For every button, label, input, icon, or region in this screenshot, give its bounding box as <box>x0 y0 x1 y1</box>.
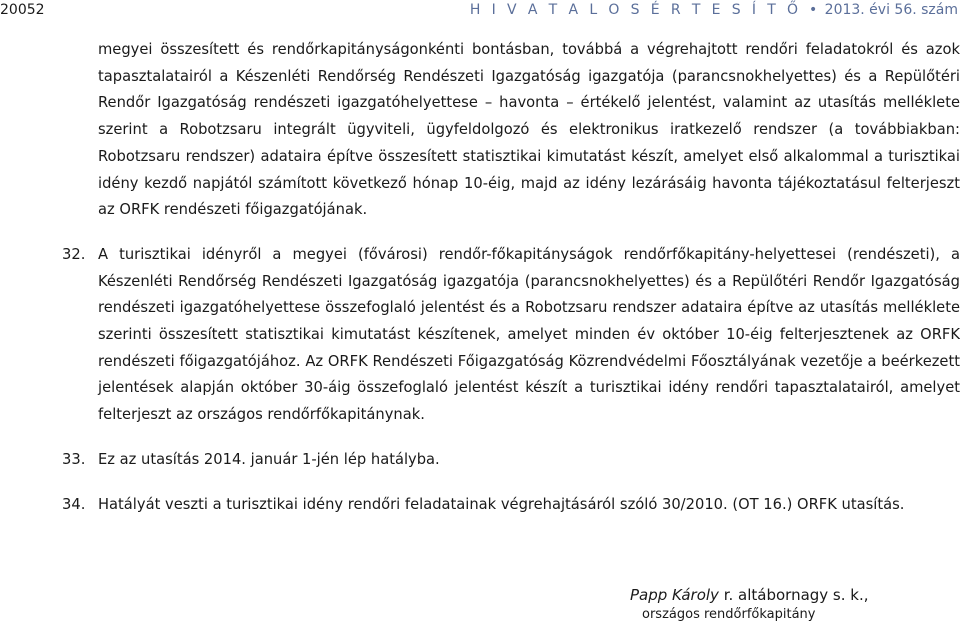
bullet-separator: • <box>808 2 818 18</box>
page-number: 20052 <box>0 2 45 18</box>
section-text: A turisztikai idényről a megyei (fővárosi) rendőr-főkapitányságok rendőrfőkapitány-helyettesei (rendészeti), a Készenléti Rendőrség Rendészeti Igazgatóság igazgatója (parancsnokhelyettes) és a Repülőtéri Rendőr Igazgatóság rendészeti igazgatóhelyettese összefoglaló jelentést és a Robotzsaru rendszer adataira építve az utasítás melléklete szerinti összesített statisztikai kimutatást készítenek, amelyet minden év október 10-éig felterjesztenek az ORFK rendészeti főigazgatójához. Az ORFK Rendészeti Főigazgatóság Közrendvédelmi Főosztályának vezetője a beérkezett jelentések alapján október 30-áig összefoglaló jelentést készít a turisztikai idény rendőri tapasztalatairól, amelyet felterjeszt az országos rendőrfőkapitánynak. <box>98 245 960 424</box>
section-number: 32. <box>62 245 86 263</box>
section-text: Ez az utasítás 2014. január 1-jén lép hatályba. <box>98 450 440 468</box>
journal-title <box>470 0 958 20</box>
page-header <box>0 0 960 20</box>
section-number: 34. <box>62 495 86 513</box>
section-item <box>62 447 960 474</box>
document-body <box>62 37 960 518</box>
signatory-rank: r. altábornagy s. k., <box>718 586 869 604</box>
section-text: Hatályát veszti a turisztikai idény rendőri feladatainak végrehajtásáról szóló 30/2010. (OT 16.) ORFK utasítás. <box>98 495 905 513</box>
section-item <box>62 242 960 429</box>
journal-name: H I V A T A L O S É R T E S Í T Ő <box>469 2 802 18</box>
section-number: 33. <box>62 450 86 468</box>
signatory-title: országos rendőrfőkapitány <box>642 607 816 622</box>
signature-line <box>630 584 960 606</box>
section-item <box>62 492 960 519</box>
signature-block <box>630 584 960 624</box>
signatory-name: Papp Károly <box>630 586 719 604</box>
intro-paragraph: megyei összesített és rendőrkapitányságonkénti bontásban, továbbá a végrehajtott rendőri feladatokról és azok tapasztalatairól a Készenléti Rendőrség Rendészeti Igazgatóság igazgatója (parancsnokhelyettes) és a Repülőtéri Rendőr Igazgatóság rendészeti igazgatóhelyettese – havonta – értékelő jelentést, valamint az utasítás melléklete szerint a Robotzsaru integrált ügyviteli, ügyfeldolgozó és elektronikus iratkezelő rendszer (a továbbiakban: Robotzsaru rendszer) adataira építve összesített statisztikai kimutatást készít, amelyet első alkalommal a turisztikai idény kezdő napjától számított következő hónap 10-éig, majd az idény lezárásáig havonta tájékoztatásul felterjeszt az ORFK rendészeti főigazgatójának. <box>98 41 960 219</box>
issue-number: 2013. évi 56. szám <box>824 2 958 18</box>
